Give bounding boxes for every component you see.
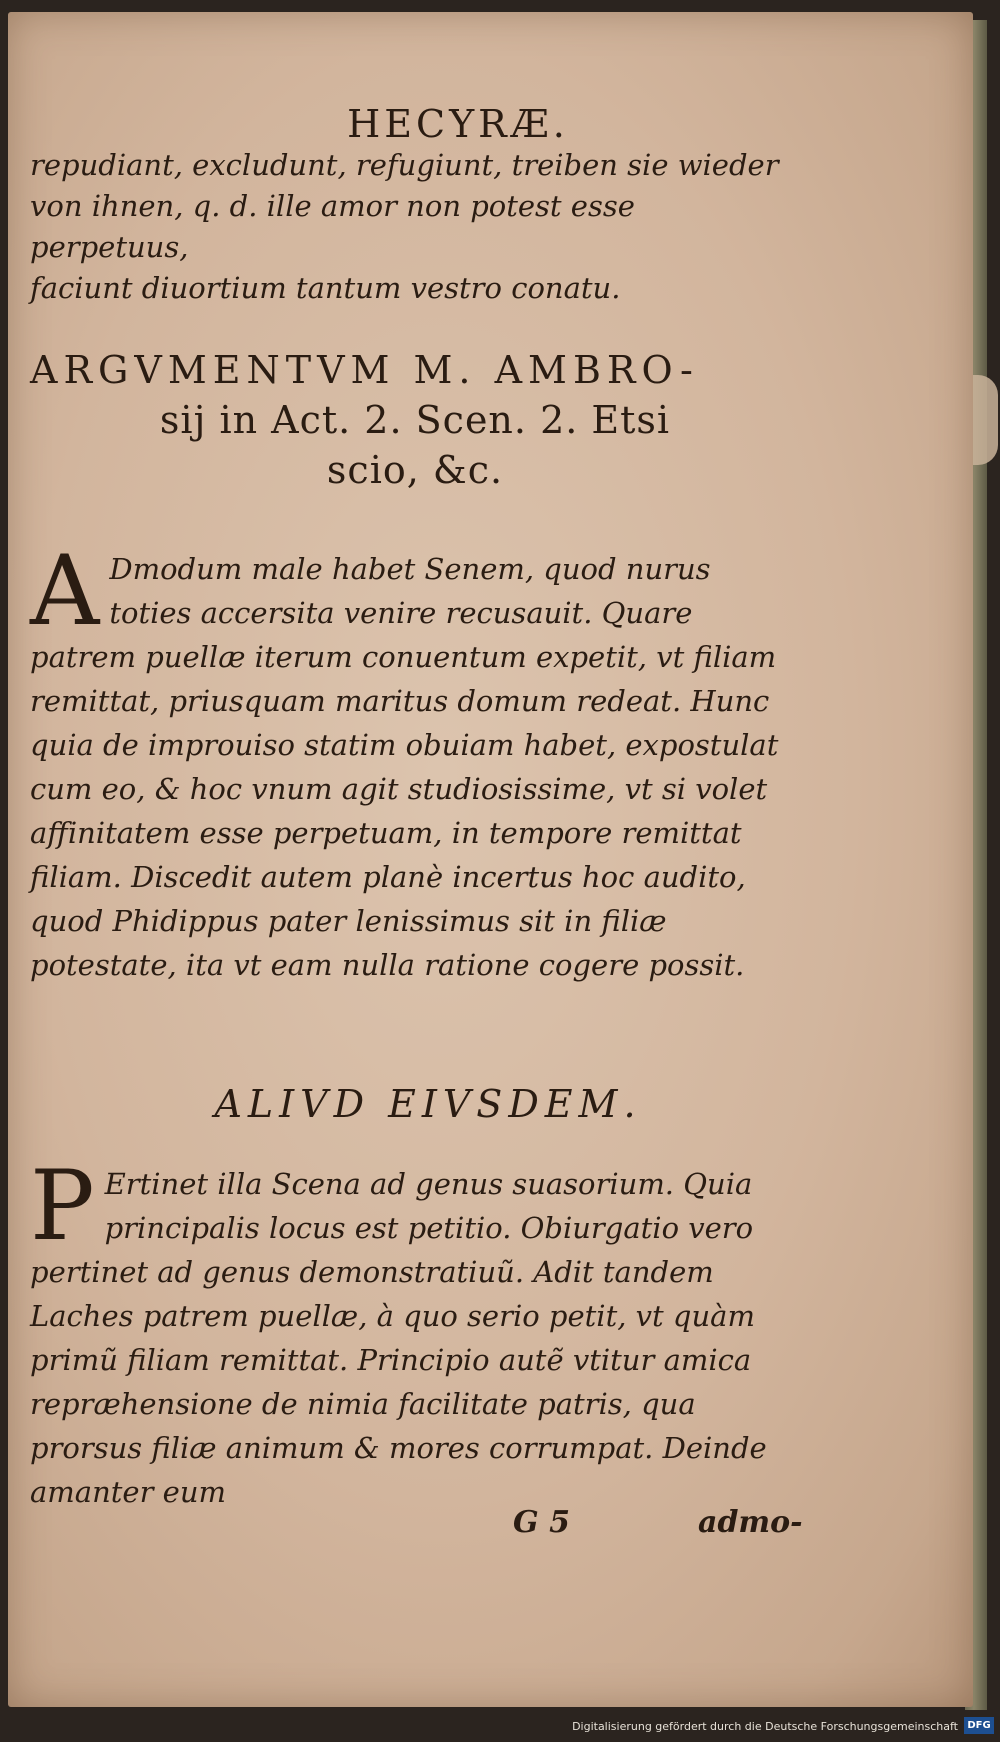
running-head: HECYRÆ. [347, 102, 569, 146]
drop-cap: A [30, 535, 100, 647]
book-page [8, 12, 973, 1707]
gloss-lines [30, 145, 800, 309]
aliud-paragraph [30, 1150, 800, 1514]
dfg-logo: DFG [964, 1717, 994, 1734]
gloss-line: von ihnen, q. d. ille amor non potest esse perpetuus, [30, 189, 635, 264]
catchword: admo- [698, 1505, 803, 1540]
section-heading: ALIVD EIVSDEM. [214, 1082, 642, 1126]
gloss-line: repudiant, excludunt, refugiunt, treiben sie wieder [30, 148, 779, 182]
argument-heading-line: scio, &c. [326, 448, 504, 492]
drop-cap: P [30, 1150, 95, 1262]
argument-heading-line: sij in Act. 2. Scen. 2. Etsi [159, 398, 671, 442]
digitization-credit: Digitalisierung gefördert durch die Deutsche Forschungsgemeinschaft [572, 1720, 958, 1733]
signature-mark: G 5 [513, 1505, 570, 1540]
paragraph-text: Ertinet illa Scena ad genus suasorium. Quia principalis locus est petitio. Obiurgatio vero pertinet ad genus demonstratiuũ. Adit tandem Laches patrem puellæ, à quo serio petit, vt quàm primũ filiam remittat. Principio autẽ vtitur amica repræhensione de nimia facilitate patris, qua prorsus filiæ animum & mores corrumpat. Deinde amanter eum [30, 1167, 767, 1509]
argument-heading [30, 345, 800, 495]
argument-heading-line: ARGVMENTVM M. AMBRO- [30, 348, 699, 392]
gloss-line: faciunt diuortium tantum vestro conatu. [30, 271, 621, 305]
paragraph-text: Dmodum male habet Senem, quod nurus toties accersita venire recusauit. Quare patrem puellæ iterum conuentum expetit, vt filiam remittat, priusquam maritus domum redeat. Hunc quia de improuiso statim obuiam habet, expostulat cum eo, & hoc vnum agit studiosissime, vt si volet affinitatem esse perpetuam, in tempore remittat filiam. Discedit autem planè incertus hoc audito, quod Phidippus pater lenissimus sit in filiæ potestate, ita vt eam nulla ratione cogere possit. [30, 552, 779, 982]
argument-paragraph [30, 535, 800, 987]
